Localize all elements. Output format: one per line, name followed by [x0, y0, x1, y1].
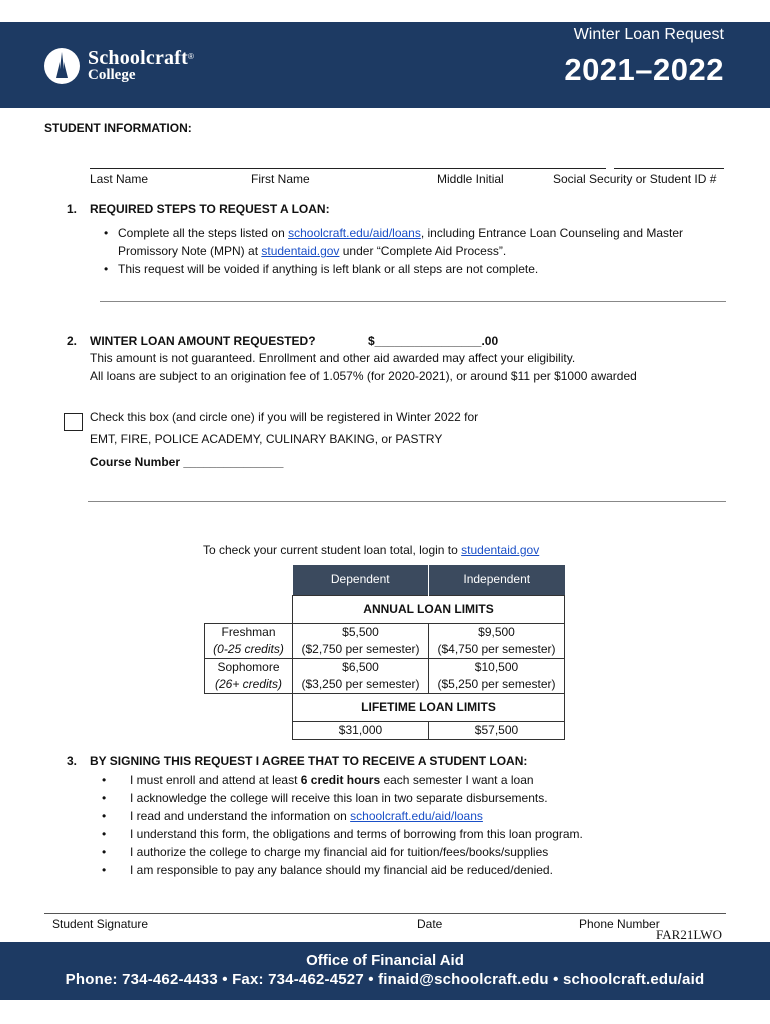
footer-contact: Phone: 734-462-4433 • Fax: 734-462-4527 • finaid@schoolcraft.edu • schoolcraft.edu/aid	[65, 971, 705, 988]
signature-line[interactable]	[44, 913, 726, 914]
sophomore-independent-semester: ($5,250 per semester)	[429, 676, 565, 694]
course-number-field[interactable]: Course Number _______________	[90, 455, 284, 469]
form-code: FAR21LWO	[656, 927, 722, 942]
agreement-item: • I authorize the college to charge my financial aid for tuition/fees/books/supplies	[100, 843, 740, 861]
freshman-independent: $9,500	[429, 623, 565, 641]
ssn-id-label: Social Security or Student ID #	[553, 172, 717, 186]
agreement-item	[100, 771, 740, 789]
loan-limits-table	[204, 565, 565, 740]
agreement-item: • I acknowledge the college will receive this loan in two separate disbursements.	[100, 789, 740, 807]
id-field-line[interactable]	[614, 168, 724, 169]
freshman-independent-semester: ($4,750 per semester)	[429, 641, 565, 659]
lifetime-dependent: $31,000	[293, 721, 429, 739]
sophomore-dependent: $6,500	[293, 658, 429, 676]
registered-mark: ®	[187, 52, 194, 61]
divider	[100, 301, 726, 302]
section3-list	[100, 771, 740, 879]
college-name: Schoolcraft	[88, 47, 188, 69]
sophomore-dependent-semester: ($3,250 per semester)	[293, 676, 429, 694]
program-options[interactable]: EMT, FIRE, POLICE ACADEMY, CULINARY BAKING, or PASTRY	[90, 432, 443, 446]
form-title: Winter Loan Request	[573, 26, 724, 43]
section1-number: 1.	[67, 202, 78, 216]
agreement-item	[100, 807, 740, 825]
b1-text-mid: , including Entrance Loan Counseling and Master	[420, 226, 684, 240]
header-banner	[0, 22, 770, 108]
section2-number: 2.	[67, 334, 78, 348]
studentaid-link[interactable]: studentaid.gov	[261, 244, 340, 258]
sophomore-label: Sophomore	[205, 658, 293, 676]
col-dependent: Dependent	[293, 565, 429, 595]
middle-initial-label: Middle Initial	[437, 172, 504, 186]
section1-heading: REQUIRED STEPS TO REQUEST A LOAN:	[90, 202, 330, 216]
i1-post: each semester I want a loan	[380, 773, 534, 787]
freshman-dependent: $5,500	[293, 623, 429, 641]
footer-title: Office of Financial Aid	[306, 952, 464, 969]
col-independent: Independent	[429, 565, 565, 595]
phone-label: Phone Number	[579, 917, 660, 931]
name-field-line[interactable]	[90, 168, 606, 169]
divider	[88, 501, 726, 502]
signature-label: Student Signature	[52, 917, 149, 931]
footer-banner	[0, 942, 770, 1000]
loans-link[interactable]: schoolcraft.edu/aid/loans	[288, 226, 421, 240]
studentaid-check-link[interactable]: studentaid.gov	[461, 543, 540, 557]
loan-check-text	[203, 543, 539, 557]
form-year: 2021–2022	[564, 52, 724, 87]
college-sub: College	[88, 67, 136, 83]
freshman-dependent-semester: ($2,750 per semester)	[293, 641, 429, 659]
i1-bold: 6 credit hours	[300, 773, 381, 787]
i3-pre: I read and understand the information on	[130, 809, 351, 823]
section2-note2: All loans are subject to an origination fee of 1.057% (for 2020-2021), or around $11 per $1000 awarded	[90, 369, 637, 383]
annual-limits-heading: ANNUAL LOAN LIMITS	[293, 595, 565, 623]
agreement-item: • I understand this form, the obligations and terms of borrowing from this loan program.	[100, 825, 740, 843]
agreement-item: • I am responsible to pay any balance should my financial aid be reduced/denied.	[100, 861, 740, 879]
b1-text: Complete all the steps listed on	[118, 226, 289, 240]
section1-item	[102, 224, 732, 260]
student-info-heading: STUDENT INFORMATION:	[44, 121, 192, 135]
loan-check-pre: To check your current student loan total, login to	[203, 543, 462, 557]
loan-amount-field[interactable]: $________________.00	[368, 334, 499, 348]
sophomore-credits: (26+ credits)	[205, 676, 293, 694]
lifetime-independent: $57,500	[429, 721, 565, 739]
i1-pre: I must enroll and attend at least	[130, 773, 301, 787]
section2-heading: WINTER LOAN AMOUNT REQUESTED?	[90, 334, 316, 348]
aid-loans-link[interactable]: schoolcraft.edu/aid/loans	[350, 809, 483, 823]
freshman-credits: (0-25 credits)	[205, 641, 293, 659]
b1-line2-post: under “Complete Aid Process”.	[339, 244, 507, 258]
college-logo	[44, 48, 194, 84]
section1-item: • This request will be voided if anything is left blank or all steps are not complete.	[102, 260, 732, 278]
date-label: Date	[417, 917, 443, 931]
section1-list	[102, 224, 732, 278]
sophomore-independent: $10,500	[429, 658, 565, 676]
lifetime-limits-heading: LIFETIME LOAN LIMITS	[293, 693, 565, 721]
section2-note1: This amount is not guaranteed. Enrollment and other aid awarded may affect your eligibility.	[90, 351, 576, 365]
program-checkbox[interactable]	[64, 413, 83, 431]
section3-number: 3.	[67, 754, 78, 768]
section3-heading: BY SIGNING THIS REQUEST I AGREE THAT TO RECEIVE A STUDENT LOAN:	[90, 754, 528, 768]
tower-logo-icon	[44, 48, 80, 84]
freshman-label: Freshman	[205, 623, 293, 641]
b1-line2: Promissory Note (MPN) at	[118, 244, 262, 258]
last-name-label: Last Name	[90, 172, 149, 186]
first-name-label: First Name	[251, 172, 310, 186]
checkbox-label: Check this box (and circle one) if you will be registered in Winter 2022 for	[90, 410, 479, 424]
